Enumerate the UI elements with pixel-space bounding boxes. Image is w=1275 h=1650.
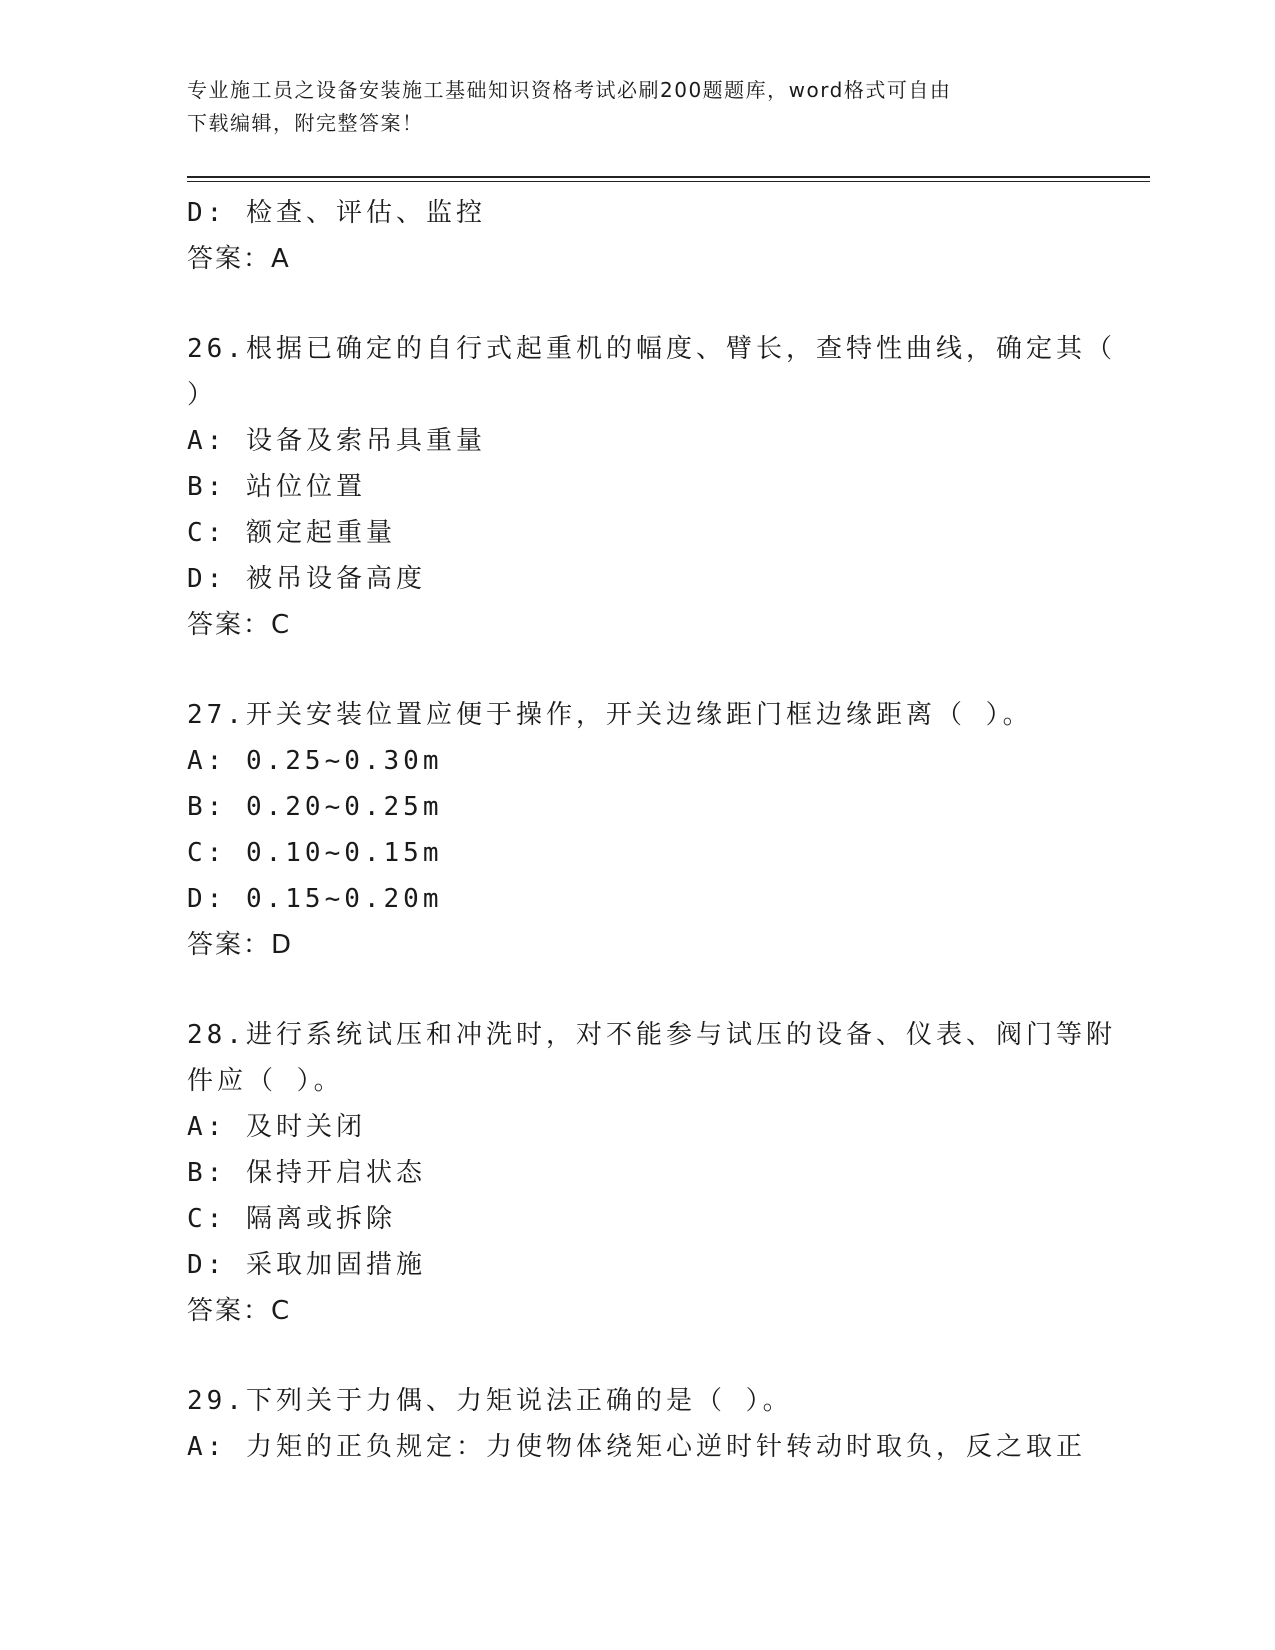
answer-line: 答案：D [187, 930, 294, 960]
question-block-29 [187, 1378, 1087, 1470]
option-c: C: 0.10~0.15m [187, 838, 443, 868]
header-title-line-2: 下载编辑，附完整答案！ [187, 111, 424, 135]
option-d: D: 采取加固措施 [187, 1250, 426, 1280]
question-text: 29.下列关于力偶、力矩说法正确的是（ ）。 [187, 1386, 793, 1416]
question-text-continued: ） [187, 380, 218, 410]
question-block-26 [187, 326, 1116, 648]
answer-line: 答案：A [187, 244, 291, 274]
option-a: A: 设备及索吊具重量 [187, 426, 486, 456]
spacer [187, 968, 1087, 1012]
option-b: B: 保持开启状态 [187, 1158, 426, 1188]
answer-line: 答案：C [187, 1296, 292, 1326]
question-block-28 [187, 1012, 1116, 1334]
option-b: B: 0.20~0.25m [187, 792, 443, 822]
question-block-27 [187, 692, 1087, 968]
question-text: 27.开关安装位置应便于操作，开关边缘距门框边缘距离（ ）。 [187, 700, 1033, 730]
option-c: C: 额定起重量 [187, 518, 396, 548]
option-a: A: 0.25~0.30m [187, 746, 443, 776]
header-title-line-1: 专业施工员之设备安装施工基础知识资格考试必刷200题题库，word格式可自由 [187, 78, 952, 102]
option-a: A: 及时关闭 [187, 1112, 366, 1142]
spacer [187, 648, 1087, 692]
answer-line: 答案：C [187, 610, 292, 640]
option-d: D: 被吊设备高度 [187, 564, 426, 594]
question-text: 26.根据已确定的自行式起重机的幅度、臂长，查特性曲线，确定其（ [187, 334, 1116, 364]
spacer [187, 282, 1087, 326]
question-list [187, 190, 1116, 1470]
header-divider-thick [187, 176, 1150, 178]
question-text: 28.进行系统试压和冲洗时，对不能参与试压的设备、仪表、阀门等附 [187, 1020, 1116, 1050]
header-divider-thin [187, 181, 1150, 182]
document-header [187, 74, 1067, 140]
question-text-continued: 件应（ ）。 [187, 1066, 344, 1096]
option-d: D: 0.15~0.20m [187, 884, 443, 914]
option-c: C: 隔离或拆除 [187, 1204, 396, 1234]
option-a: A: 力矩的正负规定：力使物体绕矩心逆时针转动时取负，反之取正 [187, 1432, 1086, 1462]
spacer [187, 1334, 1087, 1378]
option-d: D: 检查、评估、监控 [187, 198, 486, 228]
option-b: B: 站位位置 [187, 472, 366, 502]
